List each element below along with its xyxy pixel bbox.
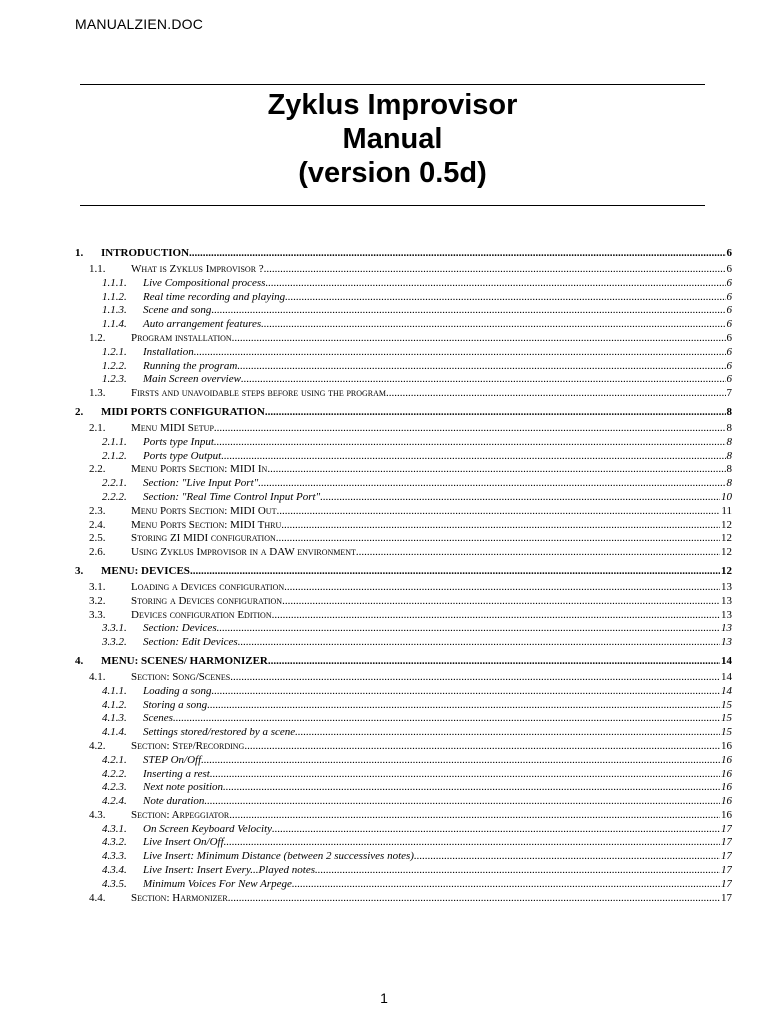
toc-dot-leader: [285, 291, 725, 305]
toc-dot-leader: [268, 654, 720, 669]
toc-entry-page: 11: [721, 504, 732, 517]
toc-dot-leader: [190, 564, 720, 579]
toc-entry-page: 6: [726, 290, 732, 303]
toc-dot-leader: [211, 304, 725, 318]
toc-entry-page: 6: [726, 345, 732, 358]
toc-entry-number: 4.2.2.: [102, 767, 127, 780]
toc-entry[interactable]: [75, 809, 732, 823]
toc-dot-leader: [238, 636, 720, 650]
toc-dot-leader: [295, 726, 720, 740]
toc-entry-number: 4.1.1.: [102, 684, 127, 697]
toc-dot-leader: [272, 823, 720, 837]
title-line-2: Manual: [342, 123, 443, 155]
toc-entry[interactable]: [75, 373, 732, 387]
toc-entry-number: 4.1.2.: [102, 698, 127, 711]
toc-dot-leader: [281, 519, 720, 533]
bottom-divider: [80, 205, 705, 206]
toc-entry-page: 17: [721, 877, 732, 890]
toc-entry-page: 8: [726, 463, 732, 476]
toc-entry[interactable]: [75, 277, 732, 291]
toc-entry[interactable]: [75, 726, 732, 740]
toc-dot-leader: [276, 505, 720, 519]
toc-dot-leader: [265, 405, 726, 420]
toc-dot-leader: [232, 332, 726, 346]
toc-entry-number: 1.2.1.: [102, 345, 127, 358]
toc-entry[interactable]: [75, 581, 732, 595]
toc-entry-page: 7: [726, 387, 732, 400]
toc-entry-page: 17: [721, 864, 732, 877]
toc-entry[interactable]: [75, 436, 732, 450]
toc-entry-label: Running the program: [143, 359, 238, 372]
toc-dot-leader: [221, 450, 725, 464]
toc-entry[interactable]: [75, 532, 732, 546]
toc-entry-page: 13: [721, 608, 732, 621]
toc-entry[interactable]: [75, 864, 732, 878]
top-divider: [80, 84, 705, 85]
toc-entry[interactable]: [75, 795, 732, 809]
toc-entry-page: 6: [726, 276, 732, 289]
toc-dot-leader: [241, 373, 726, 387]
toc-entry-label: Using Zyklus Improvisor in a DAW environment: [131, 546, 356, 559]
toc-entry-number: 1.2.3.: [102, 373, 127, 386]
toc-entry-page: 14: [721, 654, 732, 667]
toc-dot-leader: [189, 246, 725, 261]
toc-entry[interactable]: [75, 463, 732, 477]
toc-entry[interactable]: [75, 546, 732, 560]
toc-dot-leader: [264, 263, 726, 277]
toc-entry-number: 2.3.: [89, 504, 106, 517]
toc-entry-number: 1.1.1.: [102, 276, 127, 289]
toc-dot-leader: [272, 609, 720, 623]
toc-entry-page: 17: [721, 891, 732, 904]
toc-entry[interactable]: [75, 699, 732, 713]
toc-entry-page: 13: [721, 580, 732, 593]
toc-entry-page: 8: [726, 421, 732, 434]
toc-entry[interactable]: [75, 636, 732, 650]
toc-entry-number: 4.2.: [89, 739, 106, 752]
toc-entry-number: 3.: [75, 564, 84, 577]
toc-entry-number: 2.1.: [89, 421, 106, 434]
toc-entry-number: 2.5.: [89, 532, 106, 545]
toc-entry[interactable]: [75, 654, 732, 669]
toc-entry-number: 3.3.2.: [102, 636, 127, 649]
toc-entry-number: 4.3.3.: [102, 850, 127, 863]
toc-dot-leader: [210, 768, 720, 782]
toc-entry[interactable]: [75, 422, 732, 436]
toc-entry-number: 3.3.: [89, 608, 106, 621]
toc-entry[interactable]: [75, 836, 732, 850]
toc-dot-leader: [230, 671, 720, 685]
toc-entry[interactable]: [75, 892, 732, 906]
toc-dot-leader: [173, 712, 720, 726]
toc-entry-number: 4.2.3.: [102, 781, 127, 794]
toc-dot-leader: [223, 781, 720, 795]
toc-entry-number: 4.3.: [89, 808, 106, 821]
toc-entry-page: 14: [721, 684, 732, 697]
toc-dot-leader: [214, 436, 726, 450]
toc-entry-label: Menu Ports Section: MIDI Out: [131, 504, 277, 517]
page-number: 1: [380, 990, 388, 1006]
toc-entry-label: Devices configuration Edition: [131, 608, 272, 621]
toc-entry[interactable]: [75, 622, 732, 636]
toc-entry-number: 3.2.: [89, 594, 106, 607]
toc-entry-page: 16: [721, 739, 732, 752]
title-line-3: (version 0.5d): [298, 157, 487, 189]
toc-entry-label: Storing a song: [143, 698, 208, 711]
toc-entry-page: 6: [726, 359, 732, 372]
toc-entry-number: 3.3.1.: [102, 622, 127, 635]
toc-entry-number: 1.1.2.: [102, 290, 127, 303]
toc-dot-leader: [320, 491, 720, 505]
toc-entry-page: 15: [721, 712, 732, 725]
toc-entry[interactable]: [75, 878, 732, 892]
toc-entry[interactable]: [75, 346, 732, 360]
toc-entry[interactable]: [75, 671, 732, 685]
toc-dot-leader: [204, 795, 720, 809]
toc-dot-leader: [207, 699, 720, 713]
toc-entry-number: 2.4.: [89, 518, 106, 531]
toc-entry-page: 16: [721, 808, 732, 821]
toc-entry-page: 6: [726, 247, 732, 259]
toc-entry-number: 2.2.: [89, 463, 106, 476]
toc-entry-page: 8: [726, 435, 732, 448]
toc-entry-label: Live Insert: Insert Every...Played notes: [143, 864, 315, 877]
toc-entry-page: 16: [721, 767, 732, 780]
toc-entry-number: 4.3.1.: [102, 822, 127, 835]
toc-entry[interactable]: [75, 754, 732, 768]
toc-entry-label: Settings stored/restored by a scene: [143, 726, 296, 739]
toc-entry[interactable]: [75, 740, 732, 754]
toc-entry[interactable]: [75, 685, 732, 699]
toc-entry-number: 4.2.4.: [102, 795, 127, 808]
toc-entry-label: Real time recording and playing: [143, 290, 286, 303]
toc-dot-leader: [229, 809, 720, 823]
toc-entry-number: 3.1.: [89, 580, 106, 593]
toc-entry-number: 2.: [75, 405, 84, 418]
toc-entry-number: 4.3.5.: [102, 877, 127, 890]
toc-entry-label: Next note position: [143, 781, 224, 794]
document-title: [80, 88, 705, 190]
toc-entry[interactable]: [75, 781, 732, 795]
toc-entry-label: Menu Ports Section: MIDI Thru: [131, 518, 282, 531]
toc-entry-label: Section: Arpeggiator: [131, 808, 230, 821]
toc-entry[interactable]: [75, 477, 732, 491]
toc-entry-page: 14: [721, 670, 732, 683]
toc-entry-number: 4.1.4.: [102, 726, 127, 739]
toc-entry[interactable]: [75, 823, 732, 837]
toc-entry-label: Scenes: [143, 712, 173, 725]
toc-entry-label: Ports type Input: [143, 435, 214, 448]
toc-entry-page: 6: [726, 318, 732, 331]
toc-dot-leader: [315, 864, 720, 878]
toc-entry-label: Section: "Live Input Port": [143, 477, 259, 490]
toc-entry-label: Menu Ports Section: MIDI In: [131, 463, 268, 476]
toc-entry[interactable]: [75, 246, 732, 261]
toc-entry-label: INTRODUCTION: [101, 247, 190, 259]
toc-entry-label: Live Compositional process: [143, 276, 266, 289]
toc-entry[interactable]: [75, 332, 732, 346]
toc-entry-page: 13: [721, 622, 732, 635]
toc-entry-number: 4.3.4.: [102, 864, 127, 877]
toc-dot-leader: [217, 622, 720, 636]
toc-entry-label: Installation: [143, 345, 194, 358]
toc-entry-label: MENU: SCENES/ HARMONIZER: [101, 654, 268, 667]
toc-dot-leader: [261, 318, 725, 332]
toc-dot-leader: [284, 581, 720, 595]
toc-entry-page: 6: [726, 263, 732, 275]
toc-dot-leader: [267, 463, 725, 477]
toc-entry-label: Section: Step/Recording: [131, 739, 245, 752]
toc-entry-page: 12: [721, 518, 732, 531]
toc-entry-page: 15: [721, 726, 732, 739]
toc-entry[interactable]: [75, 519, 732, 533]
toc-entry-label: Inserting a rest: [143, 767, 210, 780]
toc-entry-label: MENU: DEVICES: [101, 564, 190, 577]
toc-entry[interactable]: [75, 263, 732, 277]
toc-dot-leader: [201, 754, 720, 768]
toc-entry-label: Auto arrangement features: [143, 318, 262, 331]
toc-entry[interactable]: [75, 405, 732, 420]
toc-entry-label: Ports type Output: [143, 449, 222, 462]
toc-entry-label: Section: Edit Devices: [143, 636, 238, 649]
toc-entry-number: 1.1.3.: [102, 304, 127, 317]
toc-entry-page: 12: [721, 532, 732, 545]
toc-entry[interactable]: [75, 609, 732, 623]
toc-dot-leader: [194, 346, 726, 360]
toc-dot-leader: [211, 685, 720, 699]
site-header: MANUALZIEN.DOC: [75, 16, 204, 32]
toc-entry-label: Scene and song: [143, 304, 212, 317]
toc-entry-number: 2.1.1.: [102, 435, 127, 448]
toc-entry[interactable]: [75, 768, 732, 782]
toc-entry-label: Storing a Devices configuration: [131, 594, 283, 607]
toc-dot-leader: [214, 422, 726, 436]
toc-entry-page: 8: [726, 405, 732, 418]
toc-entry-number: 2.2.2.: [102, 490, 127, 503]
toc-entry-page: 17: [721, 822, 732, 835]
toc-entry-label: MIDI PORTS CONFIGURATION: [101, 405, 265, 418]
toc-entry[interactable]: [75, 564, 732, 579]
toc-entry-page: 6: [726, 304, 732, 317]
toc-dot-leader: [356, 546, 720, 560]
toc-entry-label: Firsts and unavoidable steps before using the program: [131, 387, 387, 400]
toc-entry[interactable]: [75, 712, 732, 726]
toc-entry-label: What is Zyklus Improvisor ?: [131, 263, 264, 275]
toc-dot-leader: [237, 360, 725, 374]
toc-entry-page: 13: [721, 594, 732, 607]
toc-entry-page: 16: [721, 753, 732, 766]
toc-entry-number: 4.: [75, 654, 84, 667]
toc-entry-page: 15: [721, 698, 732, 711]
toc-entry[interactable]: [75, 291, 732, 305]
toc-entry-label: Live Insert On/Off: [143, 836, 224, 849]
toc-entry-number: 1.: [75, 247, 84, 259]
toc-entry-number: 4.2.1.: [102, 753, 127, 766]
toc-entry-page: 12: [721, 546, 732, 559]
toc-dot-leader: [282, 595, 720, 609]
toc-entry[interactable]: [75, 491, 732, 505]
toc-dot-leader: [386, 387, 725, 401]
toc-entry[interactable]: [75, 387, 732, 401]
toc-entry[interactable]: [75, 850, 732, 864]
toc-entry-label: Section: "Real Time Control Input Port": [143, 490, 321, 503]
toc-entry-page: 6: [726, 373, 732, 386]
toc-entry[interactable]: [75, 304, 732, 318]
toc-entry[interactable]: [75, 360, 732, 374]
toc-entry-label: Main Screen overview: [143, 373, 241, 386]
toc-dot-leader: [258, 477, 725, 491]
toc-entry-label: Section: Harmonizer: [131, 891, 228, 904]
toc-entry-label: Note duration: [143, 795, 205, 808]
toc-entry-page: 8: [726, 477, 732, 490]
toc-entry-page: 13: [721, 636, 732, 649]
toc-dot-leader: [292, 878, 720, 892]
toc-entry[interactable]: [75, 595, 732, 609]
toc-entry-label: On Screen Keyboard Velocity: [143, 822, 273, 835]
toc-entry-label: Menu MIDI Setup: [131, 421, 214, 434]
toc-dot-leader: [228, 892, 720, 906]
toc-entry-page: 17: [721, 836, 732, 849]
toc-entry-number: 1.2.: [89, 331, 106, 344]
toc-entry-page: 16: [721, 781, 732, 794]
toc-entry-label: Section: Devices: [143, 622, 217, 635]
toc-entry-number: 1.2.2.: [102, 359, 127, 372]
toc-entry-page: 8: [726, 449, 732, 462]
toc-entry-label: Section: Song/Scenes: [131, 670, 231, 683]
toc-entry-label: STEP On/Off: [143, 753, 202, 766]
toc-entry-number: 1.1.4.: [102, 318, 127, 331]
toc-entry-number: 4.1.3.: [102, 712, 127, 725]
toc-entry-number: 1.3.: [89, 387, 106, 400]
toc-entry-number: 2.6.: [89, 546, 106, 559]
toc-dot-leader: [414, 850, 720, 864]
toc-entry-number: 4.3.2.: [102, 836, 127, 849]
toc-entry-page: 16: [721, 795, 732, 808]
toc-entry-number: 2.2.1.: [102, 477, 127, 490]
title-line-1: Zyklus Improvisor: [267, 89, 518, 121]
toc-entry-label: Loading a song: [143, 684, 212, 697]
table-of-contents: [75, 246, 732, 905]
toc-entry-label: Live Insert: Minimum Distance (between 2 successives notes): [143, 850, 414, 863]
toc-dot-leader: [224, 836, 720, 850]
toc-entry-number: 4.4.: [89, 891, 106, 904]
toc-entry-label: Loading a Devices configuration: [131, 580, 285, 593]
toc-dot-leader: [276, 532, 720, 546]
toc-entry-page: 6: [726, 331, 732, 344]
toc-dot-leader: [265, 277, 725, 291]
toc-entry-number: 4.1.: [89, 670, 106, 683]
toc-entry-number: 1.1.: [89, 263, 106, 275]
toc-entry-page: 10: [721, 490, 732, 503]
toc-dot-leader: [244, 740, 720, 754]
toc-entry-number: 2.1.2.: [102, 449, 127, 462]
toc-entry[interactable]: [75, 450, 732, 464]
toc-entry[interactable]: [75, 318, 732, 332]
toc-entry[interactable]: [75, 505, 732, 519]
toc-entry-page: 12: [721, 564, 732, 577]
toc-entry-label: Minimum Voices For New Arpege: [143, 877, 292, 890]
toc-entry-label: Program installation: [131, 331, 232, 344]
toc-entry-page: 17: [721, 850, 732, 863]
toc-entry-label: Storing ZI MIDI configuration: [131, 532, 276, 545]
